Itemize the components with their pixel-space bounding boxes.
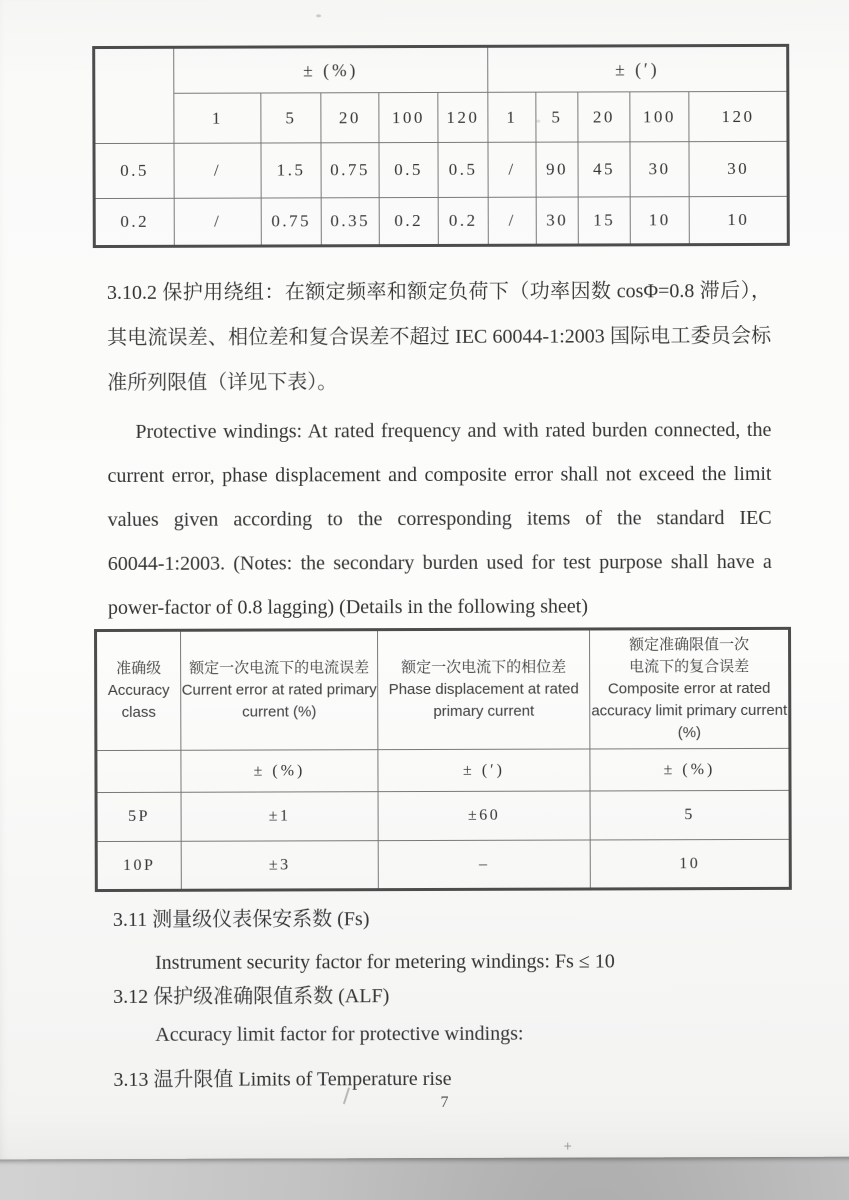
- t1-col-header: 5: [261, 93, 321, 143]
- section-3-11-body: Instrument security factor for metering windings: Fs ≤ 10: [155, 950, 615, 974]
- paragraph-line: values given according to the corresponding items of the standard IEC: [107, 506, 772, 531]
- section-3-13-heading: 3.13 温升限值 Limits of Temperature rise: [113, 1067, 452, 1091]
- t1-group-header-minutes: ± (′): [488, 45, 788, 92]
- section-3-12-heading: 3.12 保护级准确限值系数 (ALF): [113, 985, 390, 1008]
- t1-row-label: 0.2: [94, 198, 174, 246]
- t2-subheader-empty: [96, 750, 181, 792]
- t2-header-composite-error: [590, 628, 790, 749]
- t2-row-5p: [96, 790, 790, 841]
- t1-corner-cell: [94, 47, 174, 143]
- section-3-12-body: Accuracy limit factor for protective windings:: [155, 1022, 524, 1046]
- section-3-10-2-paragraph: [107, 269, 771, 406]
- t2-row-label: 5P: [96, 792, 181, 841]
- t1-cell: 0.35: [321, 198, 379, 246]
- t2-cell: ±3: [181, 841, 378, 891]
- measuring-class-error-table: [92, 44, 790, 248]
- t1-cell: 0.75: [321, 143, 379, 198]
- t2-header-cn: 额定一次电流下的电流误差: [189, 659, 370, 677]
- t1-cell: 30: [689, 141, 788, 196]
- page-number: 7: [440, 1093, 449, 1111]
- t1-cell: 30: [630, 142, 689, 197]
- t2-row-10p: [96, 839, 790, 890]
- t1-cell: 45: [578, 142, 630, 197]
- t1-row-0-5: [94, 141, 788, 198]
- t2-subheader: ± (′): [378, 749, 590, 792]
- t1-row-0-2: [94, 196, 788, 246]
- scan-artifact-plus-mark: +: [563, 1137, 572, 1154]
- paragraph-line: power-factor of 0.8 lagging) (Details in the following sheet): [107, 595, 588, 619]
- t2-header-en: Composite error at rated accuracy limit primary current (%): [591, 679, 788, 742]
- t1-col-header: 1: [174, 93, 261, 143]
- paragraph-line: 60044-1:2003. (Notes: the secondary burden used for test purpose shall have a: [107, 550, 772, 575]
- t1-col-header: 20: [321, 93, 379, 143]
- t1-cell: 10: [630, 197, 689, 245]
- t2-header-current-error: [181, 630, 378, 751]
- t2-header-en: Accuracy class: [107, 681, 170, 721]
- t2-cell: –: [378, 840, 590, 890]
- t1-cell: /: [488, 197, 536, 245]
- t1-cell: 0.75: [261, 198, 321, 246]
- t1-row-label: 0.5: [94, 143, 174, 198]
- paragraph-line: Protective windings: At rated frequency and with rated burden connected, the: [135, 418, 772, 443]
- paragraph-line: current error, phase displacement and composite error shall not exceed the limit: [107, 462, 772, 487]
- t1-col-header: 120: [438, 92, 488, 142]
- t2-header-cn: 额定准确限值一次 电流下的复合误差: [629, 635, 750, 676]
- t1-cell: 15: [578, 197, 630, 245]
- t1-cell: 30: [536, 197, 578, 245]
- t2-cell: ±60: [378, 791, 590, 841]
- t1-cell: /: [488, 142, 536, 197]
- t1-cell: 0.5: [438, 142, 488, 197]
- t1-group-header-percent: ± (%): [174, 46, 488, 93]
- t2-header-en: Current error at rated primary current (%): [181, 681, 377, 721]
- t1-col-header: 20: [578, 92, 630, 142]
- paragraph-line: 准所列限值（详见下表）。: [107, 371, 338, 395]
- t1-cell: /: [174, 198, 261, 246]
- t2-cell: ±1: [181, 792, 378, 842]
- scan-speck: [536, 120, 540, 123]
- t1-cell: /: [174, 143, 261, 198]
- t1-col-header: 100: [630, 92, 689, 142]
- t2-header-accuracy-class: [96, 630, 181, 750]
- t2-header-cn: 准确级: [116, 659, 162, 677]
- t1-cell: 0.2: [379, 197, 438, 245]
- t2-header-cn: 额定一次电流下的相位差: [401, 658, 567, 677]
- paragraph-line: 3.10.2 保护用绕组：在额定频率和额定负荷下（功率因数 cosΦ=0.8 滞后），: [106, 279, 771, 305]
- protective-class-error-table: [94, 627, 792, 892]
- t1-col-header: 5: [536, 92, 578, 142]
- t1-cell: 90: [536, 142, 578, 197]
- t2-cell: 5: [590, 790, 790, 840]
- t2-cell: 10: [590, 839, 790, 889]
- t2-header-en: Phase displacement at rated primary current: [388, 680, 579, 720]
- scan-speck: [316, 14, 321, 17]
- t1-cell: 0.5: [379, 142, 438, 197]
- paragraph-line: 其电流误差、相位差和复合误差不超过 IEC 60044-1:2003 国际电工委员会标: [107, 324, 772, 350]
- t2-header-phase-displacement: [378, 629, 590, 750]
- t1-cell: 1.5: [261, 143, 321, 198]
- section-3-11-heading: 3.11 测量级仪表保安系数 (Fs): [112, 908, 370, 931]
- t2-subheader: ± (%): [181, 750, 378, 793]
- t1-col-header: 120: [689, 91, 788, 141]
- t1-col-header: 100: [379, 92, 438, 142]
- t2-row-label: 10P: [96, 841, 181, 890]
- t1-cell: 10: [689, 196, 788, 244]
- protective-windings-paragraph: [107, 408, 772, 630]
- t1-cell: 0.2: [438, 197, 488, 245]
- t1-col-header: 1: [488, 92, 536, 142]
- t2-subheader: ± (%): [590, 748, 790, 791]
